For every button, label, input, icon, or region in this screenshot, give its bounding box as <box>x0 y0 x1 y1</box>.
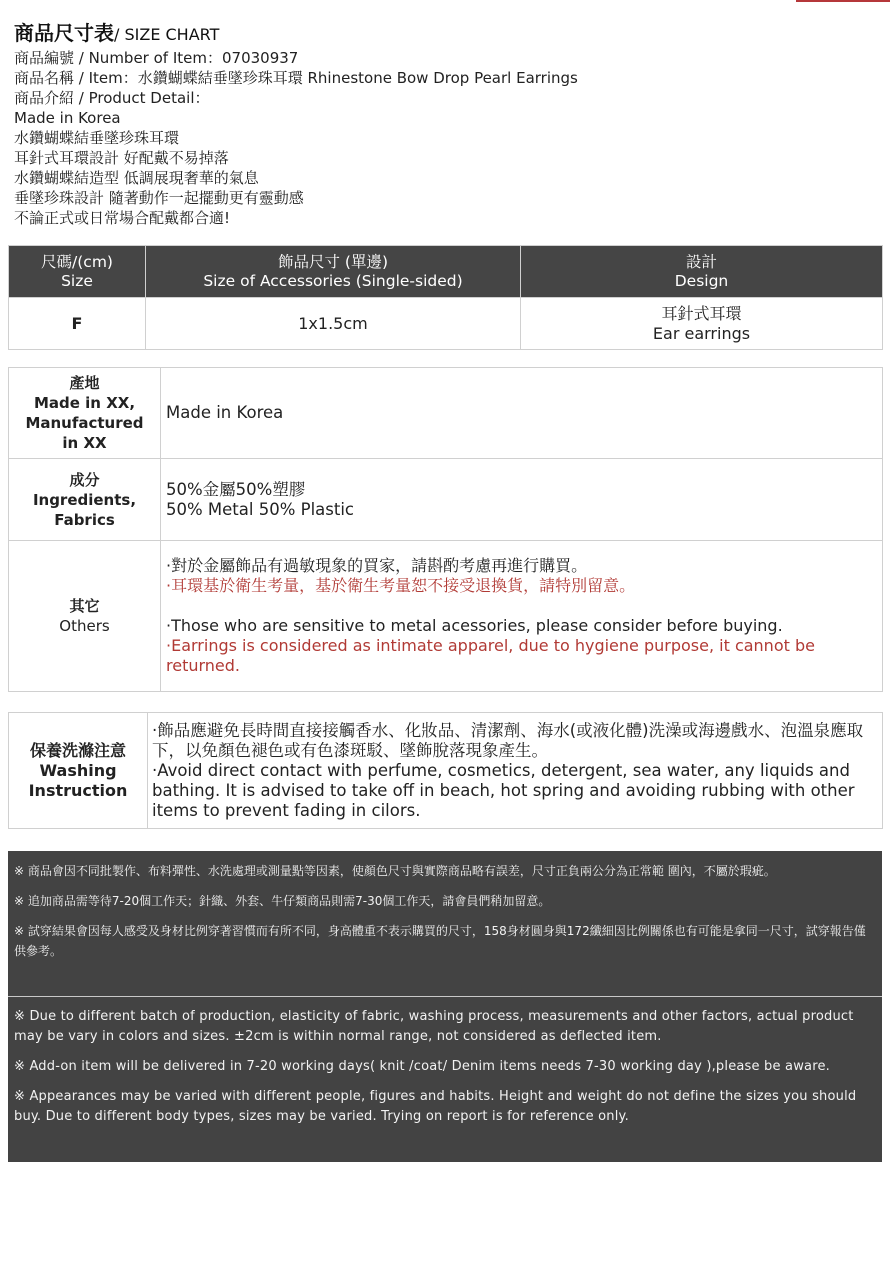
notice-en <box>8 997 882 1127</box>
column-header-size <box>9 246 146 298</box>
column-header-design <box>521 246 883 298</box>
notice-zh <box>8 851 882 996</box>
notice-text: 追加商品需等待7-20個工作天；針織、外套、牛仔類商品則需7-30個工作天，請會員們稍加留意。 <box>27 894 551 908</box>
size-cell: F <box>9 298 146 350</box>
ingredients-en: 50% Metal 50% Plastic <box>166 499 355 519</box>
reference-mark-icon: ※ <box>14 894 25 908</box>
others-value <box>161 541 883 692</box>
detail-line: Made in Korea <box>14 109 121 127</box>
detail-line: 水鑽蝴蝶結垂墜珍珠耳環 <box>14 129 180 147</box>
notice-item <box>14 861 868 881</box>
size-table <box>8 245 883 350</box>
dimensions-cell: 1x1.5cm <box>146 298 521 350</box>
reference-mark-icon: ※ <box>14 1059 26 1074</box>
ingredients-zh: 50%金屬50%塑膠 <box>166 479 306 499</box>
item-name: 商品名稱 / Item：水鑽蝴蝶結垂墜珍珠耳環 Rhinestone Bow Drop Pearl Earrings <box>14 69 578 87</box>
reference-mark-icon: ※ <box>14 864 25 878</box>
size-table-header <box>9 246 883 298</box>
detail-line: 不論正式或日常場合配戴都合適! <box>14 209 231 227</box>
header-en: Size of Accessories (Single-sided) <box>203 271 463 290</box>
ingredients-value <box>161 459 883 541</box>
notice-item <box>14 1087 868 1127</box>
spacer <box>166 596 877 616</box>
notice-item <box>14 1057 868 1077</box>
header-zh: 飾品尺寸 (單邊) <box>277 252 389 271</box>
product-intro <box>14 20 874 228</box>
label-zh: 保養洗滌注意 <box>29 740 126 760</box>
header-en: Design <box>674 271 729 290</box>
header-en: Size <box>61 271 93 290</box>
notice-text: 商品會因不同批製作、布料彈性、水洗處理或測量點等因素，使顏色尺寸與實際商品略有誤差，尺寸正負兩公分為正常範 圍內，不屬於瑕疵。 <box>27 864 776 878</box>
label-zh: 產地 <box>69 374 100 392</box>
title-en: / SIZE CHART <box>114 25 220 44</box>
detail-label: 商品介紹 / Product Detail： <box>14 89 210 107</box>
product-info-table <box>8 367 883 692</box>
item-number: 商品編號 / Number of Item：07030937 <box>14 49 299 67</box>
column-header-accessory-size <box>146 246 521 298</box>
design-zh: 耳針式耳環 <box>661 303 742 323</box>
label-zh: 成分 <box>69 470 100 489</box>
ingredients-row <box>9 459 883 541</box>
care-text-en: ·Avoid direct contact with perfume, cosmetics, detergent, sea water, any liquids and bathing. It is advised to take off in beach, hot spring and avoiding rubbing with other items to prevent fading in cilors. <box>152 760 855 820</box>
label-en: Others <box>59 617 110 635</box>
table-row <box>9 298 883 350</box>
care-label <box>9 713 148 829</box>
care-text-zh: ·飾品應避免長時間直接接觸香水、化妝品、清潔劑、海水(或液化體)洗澡或海邊戲水、泡溫泉應取下，以免顏色褪色或有色漆斑駁、墜飾脫落現象產生。 <box>152 720 864 760</box>
notice-text: 試穿結果會因每人感受及身材比例穿著習慣而有所不同，身高體重不表示購買的尺寸，158身材圓身與172纖細因比例關係也有可能是拿同一尺寸，試穿報告僅供參考。 <box>14 924 866 958</box>
reference-mark-icon: ※ <box>14 924 25 938</box>
notice-text: Due to different batch of production, elasticity of fabric, washing process, measurements and other factors, actual product may be vary in colors and sizes. ±2cm is within normal range, not considered as deflected item. <box>14 1009 854 1044</box>
ingredients-label <box>9 459 161 541</box>
label-en: Washing Instruction <box>28 760 128 800</box>
care-value <box>148 713 883 829</box>
return-policy-en: ·Earrings is considered as intimate apparel, due to hygiene purpose, it cannot be returned. <box>166 636 815 675</box>
title-zh: 商品尺寸表 <box>14 21 114 45</box>
notice-item <box>14 1007 868 1047</box>
care-table <box>8 712 883 829</box>
others-label <box>9 541 161 692</box>
notice-item <box>14 921 868 961</box>
label-en: Made in XX, Manufactured in XX <box>25 394 144 452</box>
detail-line: 耳針式耳環設計 好配戴不易掉落 <box>14 149 229 167</box>
detail-line: 垂墜珍珠設計 隨著動作一起擺動更有靈動感 <box>14 189 304 207</box>
label-en: Ingredients, Fabrics <box>32 490 137 529</box>
notice-item <box>14 891 868 911</box>
origin-row <box>9 368 883 459</box>
origin-label <box>9 368 161 459</box>
reference-mark-icon: ※ <box>14 1089 26 1104</box>
design-en: Ear earrings <box>652 323 751 343</box>
design-cell <box>521 298 883 350</box>
detail-line: 水鑽蝴蝶結造型 低調展現奢華的氣息 <box>14 169 259 187</box>
page-title <box>14 20 874 48</box>
header-zh: 尺碼/(cm) <box>41 252 113 271</box>
top-accent-line <box>796 0 890 2</box>
care-row <box>9 713 883 829</box>
notice-text: Add-on item will be delivered in 7-20 working days( knit /coat/ Denim items needs 7-30 working day ),please be aware. <box>29 1059 830 1074</box>
header-zh: 設計 <box>685 252 717 271</box>
notice-box <box>8 851 882 1162</box>
notice-text: Appearances may be varied with different people, figures and habits. Height and weight do not define the sizes you should buy. Due to different body types, sizes may be varied. Trying on report is for reference only. <box>14 1089 857 1124</box>
origin-value: Made in Korea <box>161 368 883 459</box>
others-row <box>9 541 883 692</box>
return-policy-zh: ·耳環基於衛生考量，基於衛生考量恕不接受退換貨，請特別留意。 <box>166 576 636 595</box>
allergy-note-zh: ·對於金屬飾品有過敏現象的買家，請斟酌考慮再進行購買。 <box>166 556 588 575</box>
allergy-note-en: ·Those who are sensitive to metal acessories, please consider before buying. <box>166 616 783 635</box>
label-zh: 其它 <box>69 597 100 615</box>
reference-mark-icon: ※ <box>14 1009 26 1024</box>
